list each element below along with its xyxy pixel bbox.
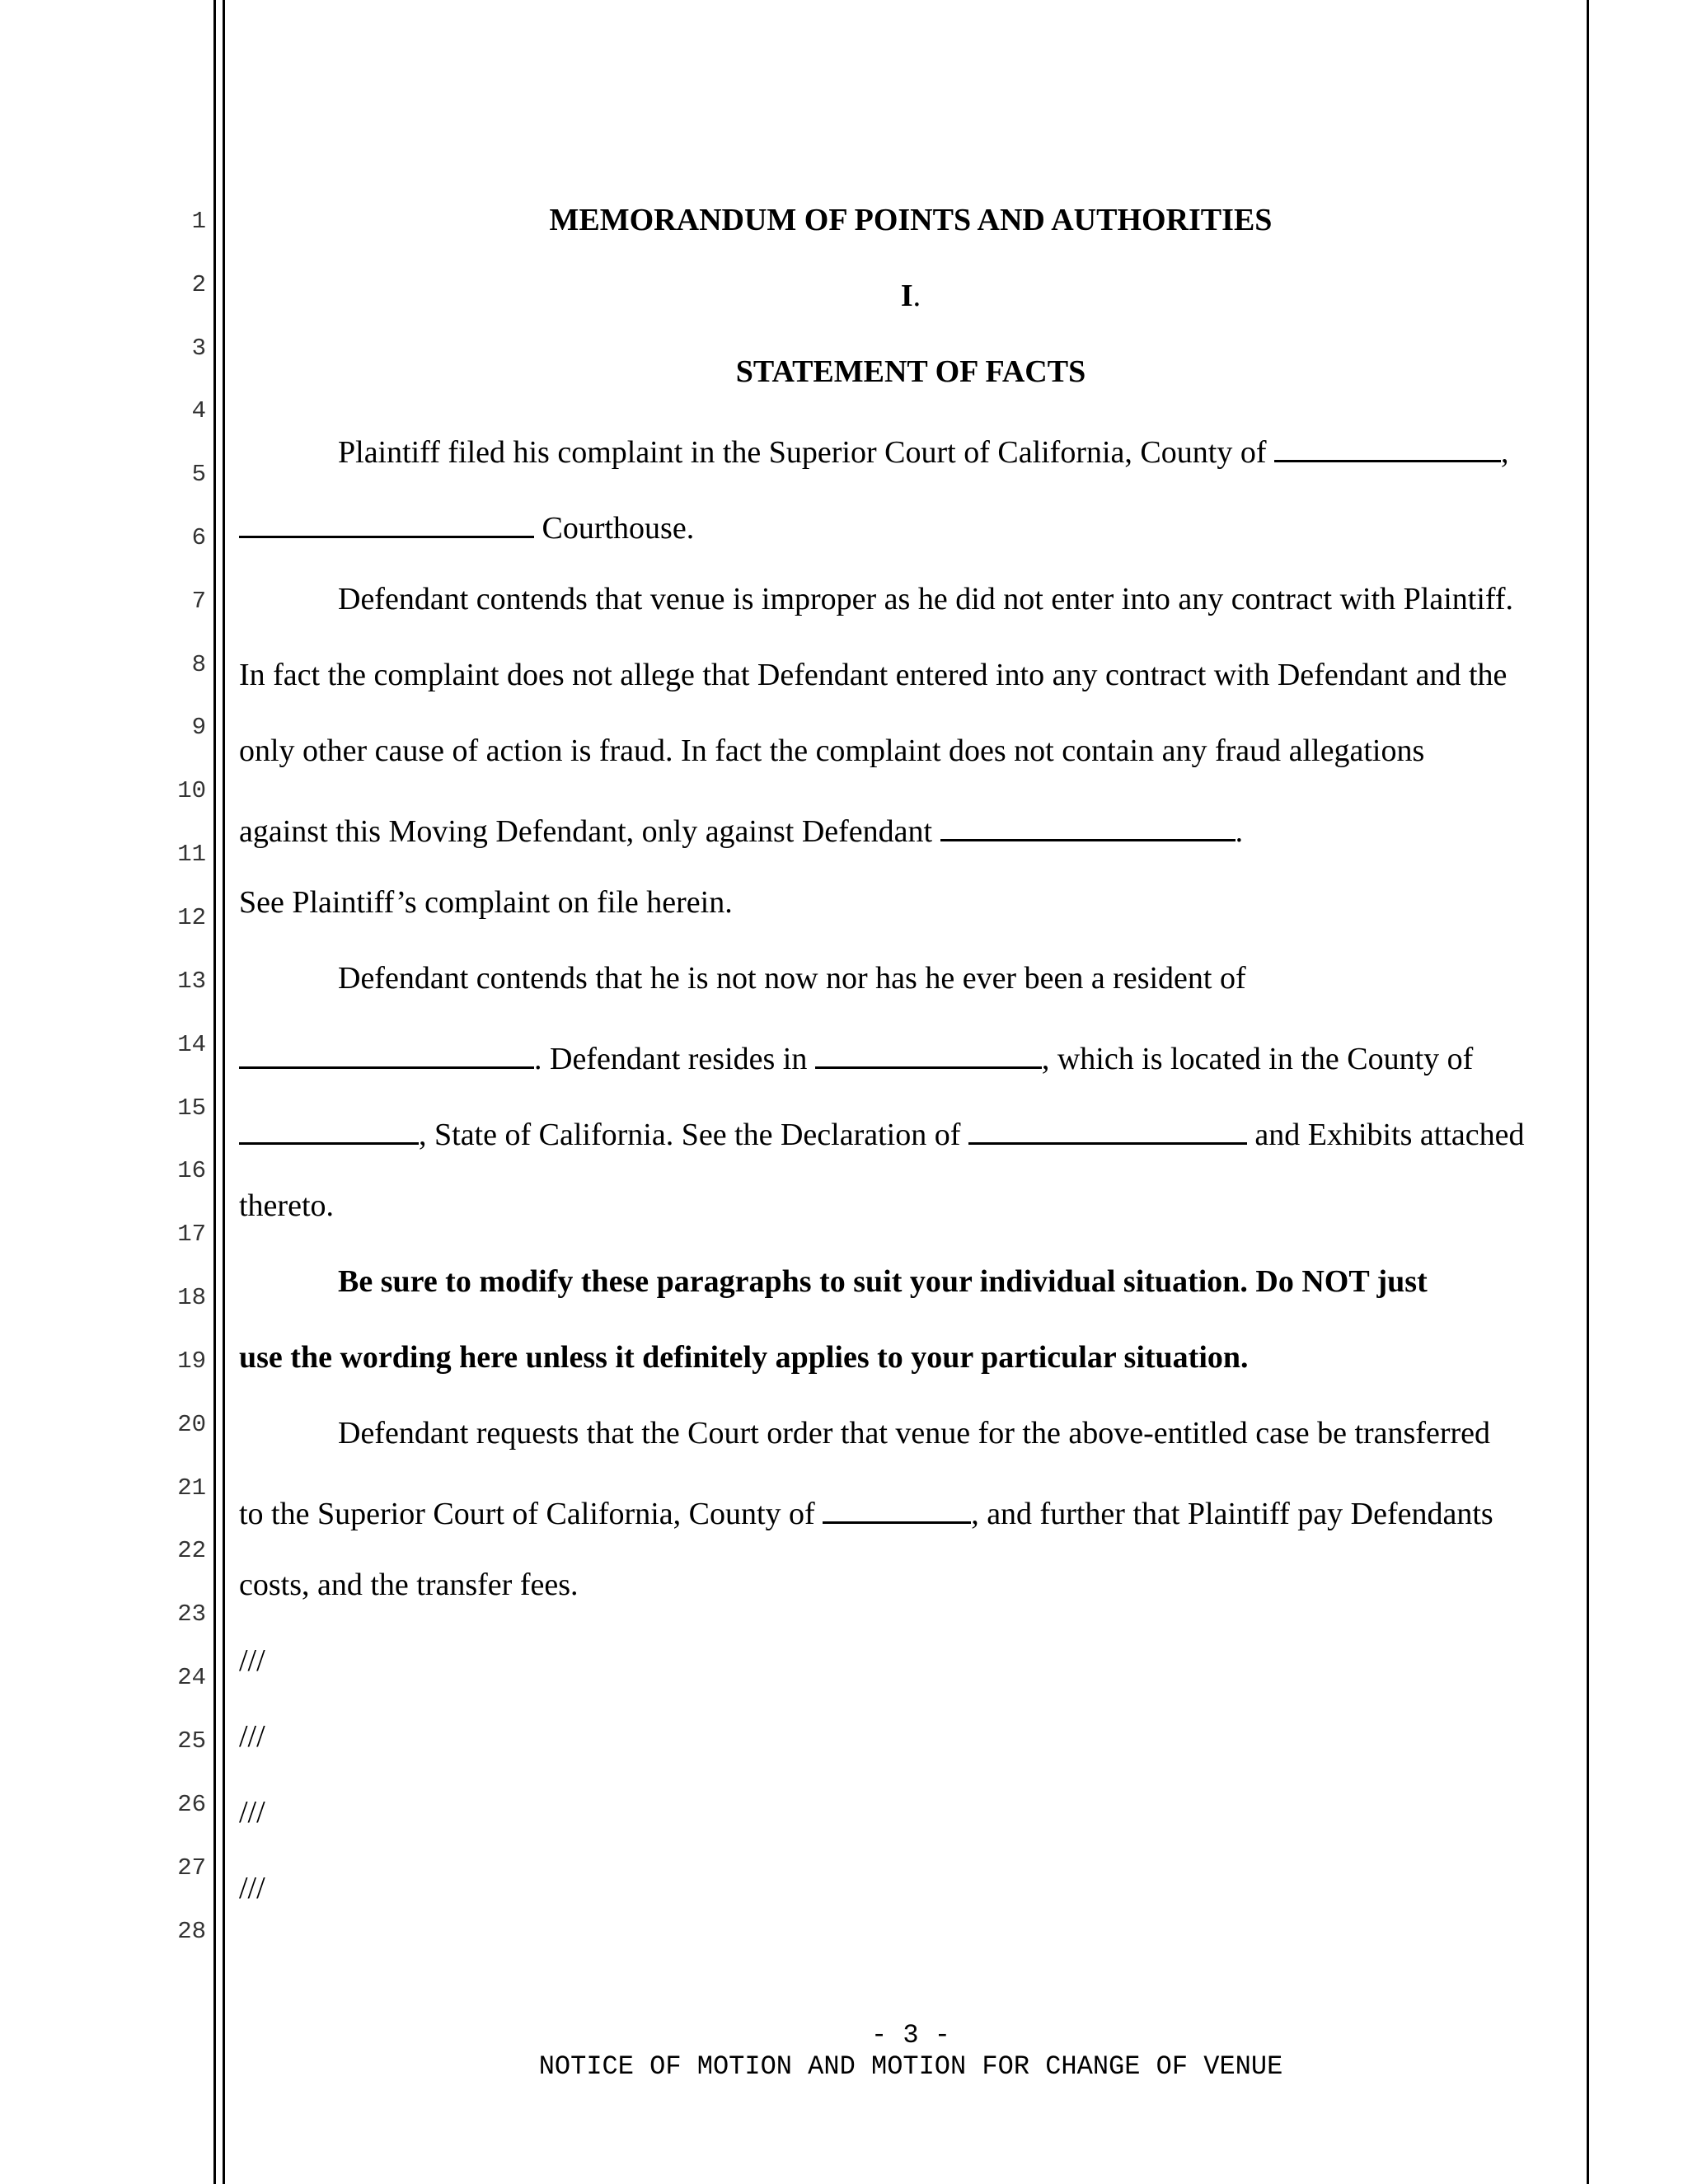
blank-city	[815, 1038, 1042, 1069]
line-number: 9	[191, 714, 206, 741]
line-number: 11	[177, 841, 206, 868]
blank-defendant-name	[940, 811, 1236, 841]
line-number: 1	[191, 208, 206, 235]
line-number: 10	[177, 777, 206, 804]
paragraph-line: Defendant contends that he is not now nor has he ever been a resident of	[338, 961, 1246, 996]
continuation-mark: ///	[239, 1795, 265, 1830]
line-number: 24	[177, 1664, 206, 1691]
blank-declarant	[968, 1114, 1247, 1145]
paragraph-line: . Defendant resides in , which is located in the County of	[239, 1038, 1582, 1075]
paragraph-line: Defendant requests that the Court order that venue for the above-entitled case be transferred	[338, 1416, 1491, 1451]
line-number: 3	[191, 335, 206, 362]
line-number: 26	[177, 1791, 206, 1818]
paragraph-line: thereto.	[239, 1188, 335, 1223]
line-number: 2	[191, 271, 206, 298]
paragraph-line: Courthouse.	[239, 508, 1582, 544]
line-number: 21	[177, 1474, 206, 1502]
paragraph-line: against this Moving Defendant, only against Defendant .	[239, 811, 1582, 847]
blank-county	[1274, 432, 1501, 462]
line-number: 5	[191, 461, 206, 488]
line-number: 15	[177, 1094, 206, 1122]
continuation-mark: ///	[239, 1871, 265, 1905]
line-number: 18	[177, 1284, 206, 1311]
paragraph-line: , State of California. See the Declaration of and Exhibits attached	[239, 1114, 1582, 1151]
line-number: 6	[191, 524, 206, 551]
footer-caption: NOTICE OF MOTION AND MOTION FOR CHANGE OF VENUE	[538, 2051, 1283, 2082]
paragraph-line: Defendant contends that venue is improper as he did not enter into any contract with Plaintiff.	[338, 582, 1514, 616]
blank-transfer-county	[823, 1493, 971, 1524]
line-number: 14	[177, 1031, 206, 1058]
document-title: MEMORANDUM OF POINTS AND AUTHORITIES	[549, 203, 1273, 237]
continuation-mark: ///	[239, 1643, 265, 1678]
continuation-mark: ///	[239, 1719, 265, 1754]
line-number: 13	[177, 968, 206, 995]
instruction-note: Be sure to modify these paragraphs to suit your individual situation. Do NOT just	[338, 1264, 1428, 1299]
line-number: 8	[191, 651, 206, 678]
line-number: 12	[177, 904, 206, 931]
paragraph-line: Plaintiff filed his complaint in the Superior Court of California, County of ,	[239, 432, 1582, 468]
line-number: 17	[177, 1221, 206, 1248]
blank-residence	[239, 1038, 534, 1069]
paragraph-line: to the Superior Court of California, County of , and further that Plaintiff pay Defendants	[239, 1493, 1582, 1530]
line-number: 16	[177, 1157, 206, 1184]
section-number	[239, 280, 1582, 312]
line-number: 22	[177, 1537, 206, 1564]
blank-county-2	[239, 1114, 419, 1145]
line-number: 25	[177, 1727, 206, 1755]
line-number: 23	[177, 1601, 206, 1628]
line-number: 27	[177, 1854, 206, 1882]
blank-courthouse	[239, 508, 534, 538]
paragraph-line: See Plaintiff’s complaint on file herein.	[239, 885, 733, 920]
paragraph-line: only other cause of action is fraud. In fact the complaint does not contain any fraud allegations	[239, 733, 1425, 768]
section-numeral: I	[900, 279, 913, 313]
line-number: 19	[177, 1347, 206, 1375]
left-margin-rule-outer	[213, 0, 216, 2184]
section-period: .	[912, 279, 921, 313]
right-margin-rule	[1587, 0, 1589, 2184]
instruction-note: use the wording here unless it definitely applies to your particular situation.	[239, 1340, 1249, 1375]
line-number: 4	[191, 397, 206, 424]
left-margin-rule-inner	[223, 0, 225, 2184]
line-number: 20	[177, 1411, 206, 1438]
paragraph-line: costs, and the transfer fees.	[239, 1568, 579, 1602]
section-title: STATEMENT OF FACTS	[735, 354, 1086, 389]
line-number: 28	[177, 1918, 206, 1945]
line-number: 7	[191, 588, 206, 615]
page-number: - 3 -	[870, 2020, 950, 2050]
paragraph-line: In fact the complaint does not allege that Defendant entered into any contract with Defendant and the	[239, 658, 1507, 692]
